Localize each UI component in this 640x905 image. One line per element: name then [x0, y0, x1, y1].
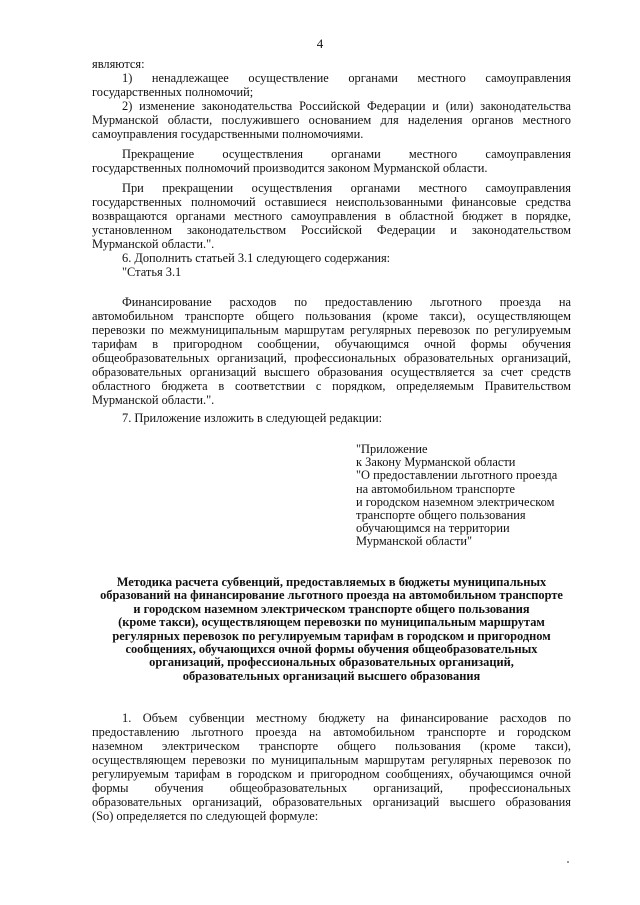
text-line: перевозки по межмуниципальным маршрутам регулярных перевозок по регулируемым	[92, 323, 571, 337]
text-line: самоуправления государственными полномочиями.	[92, 127, 364, 141]
text-line: предоставлению льготного проезда на автомобильном транспорте и городском	[92, 725, 571, 739]
text-line: возвращаются органами местного самоуправления в областной бюджет в порядке,	[92, 209, 571, 223]
text-line: регулируемым тарифам в городском и пригородном сообщениях, обучающимся очной	[92, 767, 571, 781]
text-line: Прекращение осуществления органами местного самоуправления	[122, 147, 571, 161]
text-line: При прекращении осуществления органами местного самоуправления	[122, 181, 571, 195]
title-line: образований на финансирование льготного проезда на автомобильном транспорте	[100, 588, 563, 603]
text-line: образовательных организаций высшего образования осуществляется за счет средств	[92, 365, 571, 379]
text-line: общеобразовательных организаций, профессиональных образовательных организаций,	[92, 351, 571, 365]
text-line: Мурманской области.".	[92, 393, 215, 407]
scan-speck	[567, 861, 569, 863]
text-line: наземном электрическом транспорте общего пользования (кроме такси),	[92, 739, 571, 753]
appendix-line: "О предоставлении льготного проезда	[356, 468, 558, 483]
text-line: Финансирование расходов по предоставлению льготного проезда на	[122, 295, 571, 309]
text-line: (So) определяется по следующей формуле:	[92, 809, 319, 823]
text-line: являются:	[92, 57, 145, 71]
appendix-line: обучающимся на территории	[356, 521, 510, 536]
appendix-line: "Приложение	[356, 442, 428, 456]
text-line: 1) ненадлежащее осуществление органами местного самоуправления	[122, 71, 571, 85]
text-line: 2) изменение законодательства Российской Федерации и (или) законодательства	[122, 99, 571, 113]
text-line: установленном законодательством Российской Федерации и законодательством	[92, 223, 571, 237]
text-line: Мурманской области.".	[92, 237, 215, 251]
title-line: организаций, профессиональных образовательных организаций,	[149, 655, 514, 670]
text-line: 1. Объем субвенции местному бюджету на финансирование расходов по	[122, 711, 571, 725]
appendix-line: Мурманской области"	[356, 534, 473, 549]
title-line: и городском наземном электрическом транспорте общего пользования	[133, 601, 530, 616]
title-line: (кроме такси), осуществляющем перевозки по муниципальным маршрутам	[118, 615, 545, 630]
text-line: осуществляющем перевозки по муниципальным маршрутам регулярных перевозок по	[92, 753, 571, 767]
text-line: 7. Приложение изложить в следующей редакции:	[122, 411, 383, 425]
title-line: образовательных организаций высшего образования	[182, 668, 481, 683]
text-line: областного бюджета в соответствии с порядком, определяемым Правительством	[92, 379, 571, 393]
text-line: "Статья 3.1	[122, 265, 182, 279]
page-number: 4	[316, 36, 324, 51]
title-line: Методика расчета субвенций, предоставляемых в бюджеты муниципальных	[116, 575, 547, 589]
appendix-header	[356, 443, 557, 549]
appendix-line: к Закону Мурманской области	[356, 455, 516, 470]
title-line: сообщениях, обучающихся очной формы обучения общеобразовательных	[125, 641, 538, 656]
text-line: 6. Дополнить статьей 3.1 следующего содержания:	[122, 251, 391, 265]
text-line: формы обучения общеобразовательных организаций, профессиональных	[92, 781, 571, 795]
text-line: государственных полномочий оставшиеся неиспользованными финансовые средства	[92, 195, 571, 209]
methodology-title	[92, 576, 571, 683]
appendix-line: и городском наземном электрическом	[356, 494, 555, 509]
text-line: Мурманской области, послужившего основанием для наделения органов местного	[92, 113, 571, 127]
text-line: образовательных организаций, образовательных организаций высшего образования	[92, 795, 571, 809]
text-line: государственных полномочий производится законом Мурманской области.	[92, 161, 488, 175]
text-line: автомобильном транспорте общего пользования (кроме такси), осуществляющем	[92, 309, 571, 323]
title-line: регулярных перевозок по регулируемым тарифам в городском и пригородном	[112, 628, 551, 643]
appendix-line: транспорте общего пользования	[356, 507, 526, 522]
appendix-line: на автомобильном транспорте	[356, 481, 515, 496]
text-line: тарифам в пригородном сообщении, обучающимся очной формы обучения	[92, 337, 571, 351]
text-line: государственных полномочий;	[92, 85, 254, 99]
